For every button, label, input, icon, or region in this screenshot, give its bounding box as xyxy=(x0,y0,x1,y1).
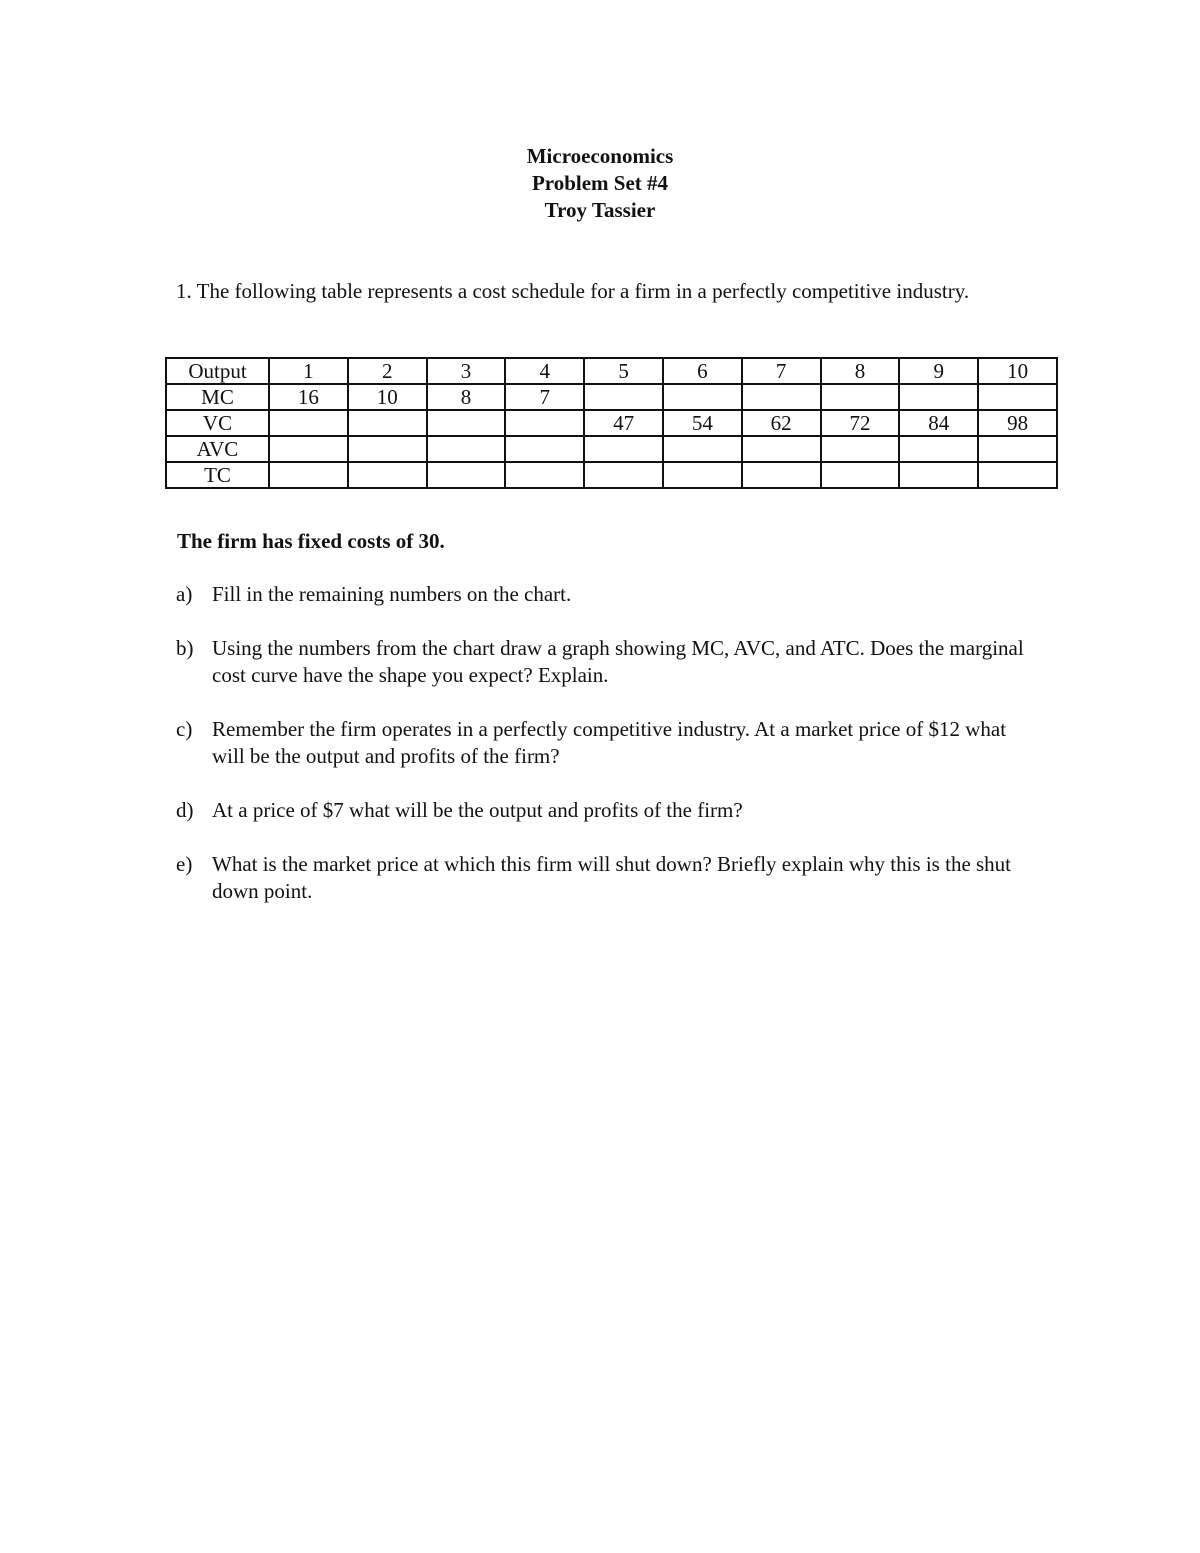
table-cell: 4 xyxy=(505,358,584,384)
table-cell xyxy=(269,410,348,436)
table-row xyxy=(166,436,1057,462)
table-cell: 84 xyxy=(899,410,978,436)
table-cell: 16 xyxy=(269,384,348,410)
questions-list xyxy=(176,581,1036,932)
table-cell xyxy=(978,436,1057,462)
table-cell: 5 xyxy=(584,358,663,384)
table-cell xyxy=(821,384,900,410)
table-cell xyxy=(663,462,742,488)
table-cell xyxy=(584,384,663,410)
table-row xyxy=(166,462,1057,488)
table-cell xyxy=(505,462,584,488)
question-letter: c) xyxy=(176,717,193,741)
table-cell: 7 xyxy=(742,358,821,384)
table-cell xyxy=(348,436,427,462)
question-1-intro: 1. The following table represents a cost schedule for a firm in a perfectly competitive industry. xyxy=(176,279,970,303)
table-cell: 6 xyxy=(663,358,742,384)
row-label: TC xyxy=(166,462,269,488)
table-row xyxy=(166,384,1057,410)
table-cell xyxy=(663,436,742,462)
table-cell: 54 xyxy=(663,410,742,436)
fixed-costs-note: The firm has fixed costs of 30. xyxy=(177,529,445,553)
question-text: What is the market price at which this firm will shut down? Briefly explain why this is the shut down point. xyxy=(212,852,1012,903)
table-cell xyxy=(742,462,821,488)
page-header xyxy=(0,143,1200,224)
author-name: Troy Tassier xyxy=(544,198,656,222)
table-cell: 9 xyxy=(899,358,978,384)
table-cell: 98 xyxy=(978,410,1057,436)
question-letter: b) xyxy=(176,636,194,660)
table-row xyxy=(166,358,1057,384)
table-cell: 8 xyxy=(821,358,900,384)
table-cell xyxy=(427,436,506,462)
row-label: VC xyxy=(166,410,269,436)
table-cell xyxy=(899,384,978,410)
question-a xyxy=(176,581,1036,608)
question-b xyxy=(176,635,1036,689)
question-e xyxy=(176,851,1036,905)
row-label: Output xyxy=(166,358,269,384)
table-cell xyxy=(978,462,1057,488)
table-cell xyxy=(899,462,978,488)
question-c xyxy=(176,716,1036,770)
table-cell xyxy=(505,410,584,436)
table-cell xyxy=(584,462,663,488)
table-cell xyxy=(821,462,900,488)
table-cell xyxy=(742,384,821,410)
table-cell: 10 xyxy=(348,384,427,410)
row-label: AVC xyxy=(166,436,269,462)
table-cell xyxy=(821,436,900,462)
table-cell: 2 xyxy=(348,358,427,384)
table-cell xyxy=(978,384,1057,410)
question-text: At a price of $7 what will be the output and profits of the firm? xyxy=(212,798,743,822)
table-cell xyxy=(742,436,821,462)
table-cell: 72 xyxy=(821,410,900,436)
table-cell xyxy=(348,410,427,436)
question-letter: a) xyxy=(176,582,193,606)
table-cell xyxy=(269,462,348,488)
table-cell: 8 xyxy=(427,384,506,410)
table-cell xyxy=(269,436,348,462)
question-d xyxy=(176,797,1036,824)
row-label: MC xyxy=(166,384,269,410)
table-cell xyxy=(505,436,584,462)
cost-schedule-table xyxy=(165,357,1058,489)
question-letter: e) xyxy=(176,852,193,876)
table-row xyxy=(166,410,1057,436)
table-cell xyxy=(348,462,427,488)
table-cell xyxy=(584,436,663,462)
table-cell xyxy=(899,436,978,462)
table-cell: 7 xyxy=(505,384,584,410)
question-text: Remember the firm operates in a perfectly competitive industry. At a market price of $12 what will be the output and profits of the firm? xyxy=(212,717,1007,768)
question-text: Using the numbers from the chart draw a graph showing MC, AVC, and ATC. Does the marginal cost curve have the shape you expect? Explain. xyxy=(212,636,1024,687)
problem-set-title: Problem Set #4 xyxy=(531,171,669,195)
question-text: Fill in the remaining numbers on the chart. xyxy=(212,582,572,606)
table-cell xyxy=(427,462,506,488)
table-cell: 3 xyxy=(427,358,506,384)
table-cell: 62 xyxy=(742,410,821,436)
table-cell: 10 xyxy=(978,358,1057,384)
question-letter: d) xyxy=(176,798,194,822)
course-title: Microeconomics xyxy=(526,144,674,168)
table-cell: 47 xyxy=(584,410,663,436)
table-cell: 1 xyxy=(269,358,348,384)
table-cell xyxy=(663,384,742,410)
table-cell xyxy=(427,410,506,436)
